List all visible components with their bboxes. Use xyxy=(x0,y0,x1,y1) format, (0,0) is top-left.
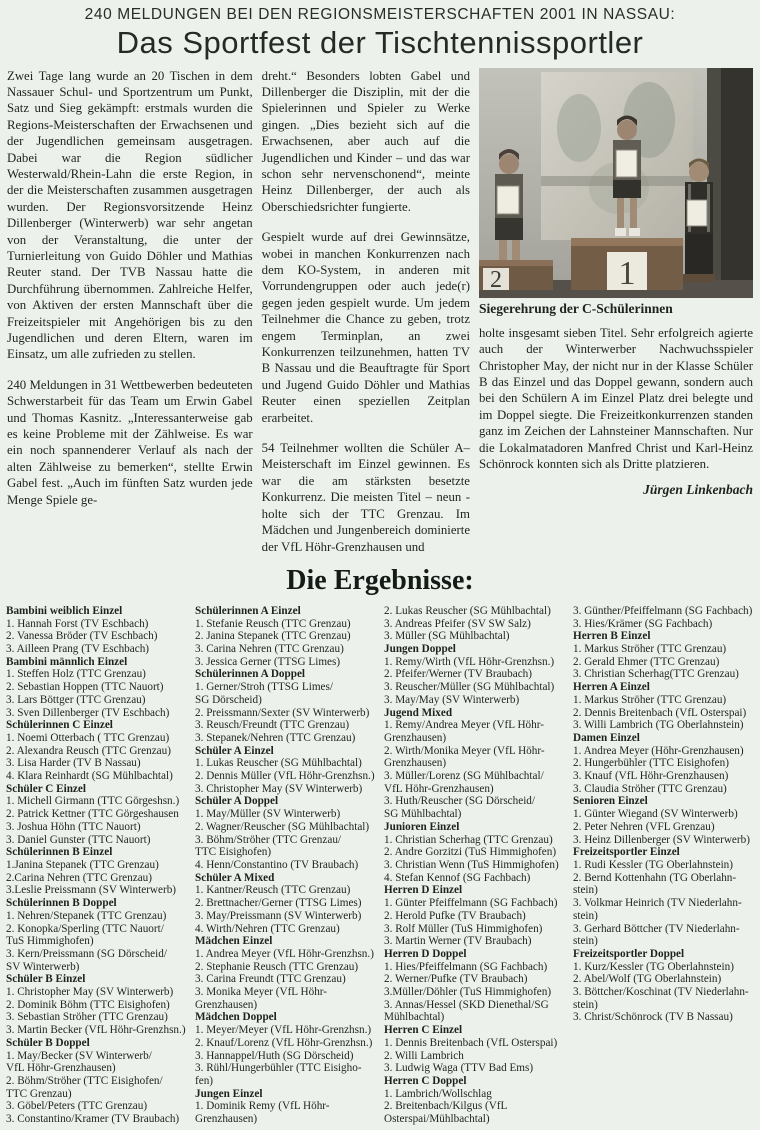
results-column-4 xyxy=(573,605,754,1024)
result-category-header: Schüler A Doppel xyxy=(195,795,279,808)
kicker-line: 240 MELDUNGEN BEI DEN REGIONSMEISTERSCHAFTEN 2001 IN NASSAU: xyxy=(84,6,676,23)
result-entry: 2. Bernd Kottenhahn (TG Oberlahn- xyxy=(573,871,737,884)
results-section xyxy=(4,605,756,1126)
result-entry: 1. Stefanie Reusch (TTC Grenzau) xyxy=(195,617,351,630)
result-entry: 2. Brettnacher/Gerner (TTSG Limes) xyxy=(195,897,362,910)
result-category-header: Herren C Doppel xyxy=(384,1074,467,1087)
result-entry: 3. Hannappel/Huth (SG Dörscheid) xyxy=(195,1049,354,1062)
result-entry: 2. Herold Pufke (TV Braubach) xyxy=(384,909,526,922)
result-entry: 1. Günter Wiegand (SV Winterwerb) xyxy=(573,808,738,821)
result-entry: 1. Hies/Pfeiffelmann (SG Fachbach) xyxy=(384,960,548,973)
result-entry: 3. Christian Scherhag(TTC Grenzau) xyxy=(573,668,739,681)
result-entry: 2. Abel/Wolf (TG Oberlahnstein) xyxy=(573,973,722,986)
result-category-header: Herren A Einzel xyxy=(573,681,650,694)
result-entry: TuS Himmighofen) xyxy=(6,935,94,948)
result-entry: 3. Müller/Lorenz (SG Mühlbachtal/ xyxy=(384,770,544,783)
result-entry: 1. May/Müller (SV Winterwerb) xyxy=(195,808,341,821)
result-entry: 1. Remy/Wirth (VfL Höhr-Grenzhsn.) xyxy=(384,655,555,668)
result-entry: 1. Dennis Breitenbach (VfL Osterspai) xyxy=(384,1036,558,1049)
result-entry: 1. Dominik Remy (VfL Höhr- xyxy=(195,1100,330,1113)
result-entry: 1. Andrea Meyer (VfL Höhr-Grenzhsn.) xyxy=(195,947,374,960)
result-entry: 3. Sven Dillenberger (TV Eschbach) xyxy=(6,706,170,719)
result-entry: 3. Annas/Hessel (SKD Dienethal/SG xyxy=(384,998,549,1011)
result-entry: 3. Volkmar Heinrich (TV Niederlahn- xyxy=(573,897,742,910)
result-entry: 1. Markus Ströher (TTC Grenzau) xyxy=(573,643,727,656)
photo-caption: Siegerehrung der C-Schülerinnen xyxy=(479,300,673,316)
article-column-3 xyxy=(479,68,753,499)
article-paragraph: Zwei Tage lang wurde an 20 Tischen in dem Nassauer Schul- und Sportzentrum um Punkt, Satz und Sieg gekämpft: erstmals wurden die Regions-Meisterschaften der Erwachsenen und der Jugendlichen gemeinsam ausgetragen. Dabei war die Region südlicher Westerwald/Rhein-Lahn die erste Region, in der die Meisterschaften zusammen ausgetragen wurden. Der Regionsvorsitzende Heinz Dillenberger (Winterwerb) war sehr angetan von der Veranstaltung, die unter der Turnierleitung von Guido Döhler und Mathias Reuter stand. Der TVB Nassau hatte die Durchführung übernommen. Zahlreiche Helfer, von Aktiven der ersten Mannschaft über die Freizeitspieler mit Angehörigen bis zu den Jugendlichen und deren Eltern, waren im Einsatz, um alle zufrieden zu stellen. xyxy=(7,68,253,362)
result-entry: 1. Kurz/Kessler (TG Oberlahnstein) xyxy=(573,960,734,973)
result-entry: stein) xyxy=(573,909,598,922)
result-category-header: Schülerinnen A Doppel xyxy=(195,668,306,681)
result-entry: stein) xyxy=(573,884,598,897)
result-entry: 2. Peter Nehren (VFL Grenzau) xyxy=(573,820,715,833)
article-paragraph: 240 Meldungen in 31 Wettbewerben bedeuteten Schwerstarbeit für das Team um Erwin Gabel und Thomas Kasnitz. „Interessanterweise gab es keine Probleme mit der Zählweise. Es war ein noch spannenderer Verlauf als nach der alten Zählweise zu bemerken“, stellte Erwin Gabel fest. „Auch im fünften Satz wurden jede Menge Spiele ge- xyxy=(7,377,253,507)
article-paragraph: holte insgesamt sieben Titel. Sehr erfolgreich agierte auch der Winterwerber Nachwuchsspieler Christopher May, der nicht nur in der Klasse Schüler B das Einzel und das Doppel gewann, sondern auch bei den Schülern A im Einzel Platz drei belegte und im Doppel siegte. Die Freizeitkonkurrenzen standen ganz im Zeichen der Lahnsteiner Mannschaften. Nur die Lokalmatadoren Manfred Christ und Karl-Heinz Schönrock konnten sich als Dritte platzieren. xyxy=(479,325,753,471)
result-category-header: Schüler A Mixed xyxy=(195,871,275,884)
result-entry: 3. Lisa Harder (TV B Nassau) xyxy=(6,757,141,770)
result-entry: 2. Vanessa Bröder (TV Eschbach) xyxy=(6,630,158,643)
result-entry: stein) xyxy=(573,935,598,948)
results-column-2 xyxy=(195,605,376,1126)
result-entry: 2. Dennis Müller (VfL Höhr-Grenzhsn.) xyxy=(195,770,375,783)
result-entry: 2. Lukas Reuscher (SG Mühlbachtal) xyxy=(384,604,551,617)
result-entry: 4. Stefan Kennof (SG Fachbach) xyxy=(384,871,531,884)
article-column-1 xyxy=(7,68,253,509)
result-entry: 1. Michell Girmann (TTC Görgeshsn.) xyxy=(6,795,180,808)
result-entry: fen) xyxy=(195,1074,214,1087)
result-entry: 3. Hies/Krämer (SG Fachbach) xyxy=(573,617,713,630)
result-category-header: Jugend Mixed xyxy=(384,706,453,719)
result-entry: 2. Dennis Breitenbach (VfL Osterspai) xyxy=(573,706,747,719)
article-paragraph: Gespielt wurde auf drei Gewinnsätze, wobei in manchen Konkurrenzen nach dem KO-System, in anderen mit Vorrundengruppen oder auch jede(r) gegen jeden gespielt wurde. Um jedem Teilnehmer die Chance zu geben, trotz engem Terminplan, an zwei Konkurrenzen teilzunehmen, hatten TV B Nassau und die Beauftragte für Sport und Jugend Guido Döhler und Mathias Reuter einen speziellen Zeitplan erarbeitet. xyxy=(261,230,470,425)
result-entry: 1. Günter Pfeiffelmann (SG Fachbach) xyxy=(384,897,558,910)
result-category-header: Herren D Doppel xyxy=(384,947,467,960)
result-entry: 2. Dominik Böhm (TTC Eisighofen) xyxy=(6,998,170,1011)
result-category-header: Herren B Einzel xyxy=(573,630,651,643)
results-column-3 xyxy=(384,605,565,1126)
result-entry: 2. Wirth/Monika Meyer (VfL Höhr- xyxy=(384,744,545,757)
result-entry: 3. Ludwig Waga (TTV Bad Ems) xyxy=(384,1062,534,1075)
result-category-header: Schüler C Einzel xyxy=(6,782,86,795)
result-entry: 2. Hungerbühler (TTC Eisighofen) xyxy=(573,757,729,770)
result-entry: TTC Eisighofen) xyxy=(195,846,272,859)
result-entry: 2. Preissmann/Sexter (SV Winterwerb) xyxy=(195,706,370,719)
result-entry: 4. Wirth/Nehren (TTC Grenzau) xyxy=(195,922,340,935)
result-entry: 1. Kantner/Reusch (TTC Grenzau) xyxy=(195,884,351,897)
result-entry: 3. Christ/Schönrock (TV B Nassau) xyxy=(573,1011,733,1024)
result-entry: stein) xyxy=(573,998,598,1011)
result-entry: 2. Werner/Pufke (TV Braubach) xyxy=(384,973,528,986)
page-title: Das Sportfest der Tischtennissportler xyxy=(116,25,644,60)
result-entry: 3. Sebastian Ströher (TTC Grenzau) xyxy=(6,1011,168,1024)
result-entry: 2. Pfeifer/Werner (TV Braubach) xyxy=(384,668,532,681)
result-entry: 2. Alexandra Reusch (TTC Grenzau) xyxy=(6,744,171,757)
result-entry: 2. Patrick Kettner (TTC Görgeshausen xyxy=(6,808,179,821)
result-category-header: Mädchen Einzel xyxy=(195,935,273,948)
result-entry: 3. Rühl/Hungerbühler (TTC Eisigho- xyxy=(195,1062,362,1075)
result-entry: 3. Göbel/Peters (TTC Grenzau) xyxy=(6,1100,148,1113)
result-category-header: Bambini weiblich Einzel xyxy=(6,604,123,617)
result-category-header: Schüler A Einzel xyxy=(195,744,274,757)
result-entry: 1. Christopher May (SV Winterwerb) xyxy=(6,986,174,999)
result-entry: SG Mühlbachtal) xyxy=(384,808,462,821)
result-entry: 3. Carina Freundt (TTC Grenzau) xyxy=(195,973,346,986)
result-entry: 1. Christian Scherhag (TTC Grenzau) xyxy=(384,833,553,846)
article-column-3-text xyxy=(479,325,753,473)
result-entry: 1. Markus Ströher (TTC Grenzau) xyxy=(573,693,727,706)
result-entry: 2. Böhm/Ströher (TTC Eisighofen/ xyxy=(6,1074,163,1087)
result-entry: Grenzhausen) xyxy=(384,731,447,744)
result-entry: 3. Reuscher/Müller (SG Mühlbachtal) xyxy=(384,681,555,694)
result-entry: 1.Janina Stepanek (TTC Grenzau) xyxy=(6,858,159,871)
result-entry: Grenzhausen) xyxy=(195,1113,258,1126)
result-category-header: Herren C Einzel xyxy=(384,1024,463,1037)
result-entry: 1. Noemi Otterbach ( TTC Grenzau) xyxy=(6,731,170,744)
result-category-header: Jungen Doppel xyxy=(384,643,456,656)
result-entry: 3. Monika Meyer (VfL Höhr- xyxy=(195,986,328,999)
result-category-header: Schüler B Doppel xyxy=(6,1036,90,1049)
result-entry: 3. Joshua Höhn (TTC Nauort) xyxy=(6,820,141,833)
podium-photo-illustration xyxy=(479,68,753,298)
result-category-header: Schülerinnen A Einzel xyxy=(195,604,301,617)
result-entry: 1. Andrea Meyer (Höhr-Grenzhausen) xyxy=(573,744,744,757)
result-category-header: Mädchen Doppel xyxy=(195,1011,277,1024)
result-entry: Mühlbachtal) xyxy=(384,1011,445,1024)
result-entry: SG Dörscheid) xyxy=(195,693,262,706)
result-entry: 2. Andre Gorzitzi (TuS Himmighofen) xyxy=(384,846,557,859)
result-entry: 3. Böhm/Ströher (TTC Grenzau/ xyxy=(195,833,342,846)
result-category-header: Schülerinnen C Einzel xyxy=(6,719,113,732)
result-entry: 1. Lukas Reuscher (SG Mühlbachtal) xyxy=(195,757,362,770)
result-entry: 3. May/Preissmann (SV Winterwerb) xyxy=(195,909,362,922)
result-entry: 1. Remy/Andrea Meyer (VfL Höhr- xyxy=(384,719,544,732)
award-ceremony-photo xyxy=(479,68,753,298)
result-entry: 3. Kern/Preissmann (SG Dörscheid/ xyxy=(6,947,167,960)
article-paragraph: 54 Teilnehmer wollten die Schüler A–Meisterschaft im Einzel gewinnen. Es war die am stärksten besetzte Konkurrenz. Die meisten Titel – neun - holte sich der TTC Grenzau. Im Mädchen und Jungenbereich dominierte der VfL Höhr-Grenzhausen und xyxy=(261,441,470,554)
svg-text:2: 2 xyxy=(490,266,502,293)
result-entry: 3. Rolf Müller (TuS Himmighofen) xyxy=(384,922,543,935)
result-entry: 3. Stepanek/Nehren (TTC Grenzau) xyxy=(195,731,356,744)
article-body xyxy=(4,64,756,555)
result-entry: 1. Lambrich/Wollschlag xyxy=(384,1087,492,1100)
result-entry: SV Winterwerb) xyxy=(6,960,80,973)
result-entry: 2. Wagner/Reuscher (SG Mühlbachtal) xyxy=(195,820,370,833)
result-category-header: Schüler B Einzel xyxy=(6,973,86,986)
result-entry: 1. Gerner/Stroh (TTSG Limes/ xyxy=(195,681,333,694)
result-entry: 2. Breitenbach/Kilgus (VfL xyxy=(384,1100,508,1113)
result-entry: 1. Meyer/Meyer (VfL Höhr-Grenzhsn.) xyxy=(195,1024,372,1037)
result-entry: 3. Lars Böttger (TTC Grenzau) xyxy=(6,693,146,706)
result-entry: 1. Rudi Kessler (TG Oberlahnstein) xyxy=(573,858,734,871)
result-entry: VfL Höhr-Grenzhausen) xyxy=(384,782,494,795)
result-entry: 3. Daniel Gunster (TTC Nauort) xyxy=(6,833,151,846)
result-entry: 3.Müller/Döhler (TuS Himmighofen) xyxy=(384,986,552,999)
result-category-header: Herren D Einzel xyxy=(384,884,463,897)
result-entry: 2. Knauf/Lorenz (VfL Höhr-Grenzhsn.) xyxy=(195,1036,373,1049)
results-column-1 xyxy=(6,605,187,1126)
result-entry: Osterspai/Mühlbachtal) xyxy=(384,1113,490,1126)
result-entry: 2. Konopka/Sperling (TTC Nauort/ xyxy=(6,922,164,935)
result-entry: 3. Claudia Ströher (TTC Grenzau) xyxy=(573,782,727,795)
result-entry: 3. Böttcher/Koschinat (TV Niederlahn- xyxy=(573,986,749,999)
result-entry: 3. Müller (SG Mühlbachtal) xyxy=(384,630,510,643)
result-entry: 1. Nehren/Stepanek (TTC Grenzau) xyxy=(6,909,167,922)
result-entry: 3. Jessica Gerner (TTSG Limes) xyxy=(195,655,341,668)
article-paragraph: dreht.“ Besonders lobten Gabel und Dillenberger die Disziplin, mit der die Spielerinnen und Spieler zu Werke gingen. „Dies bezieht sich auf die Erwachsenen, aber auch auf die Jugendlichen und Kinder – und das war schon sehr nervenschonend“, meinte Heinz Dillenberger, der auch als Oberschiedsrichter fungierte. xyxy=(261,68,470,214)
result-entry: 3. Willi Lambrich (TG Oberlahnstein) xyxy=(573,719,744,732)
result-entry: 2. Willi Lambrich xyxy=(384,1049,464,1062)
result-entry: 3. Christopher May (SV Winterwerb) xyxy=(195,782,363,795)
result-entry: 3.Leslie Preissmann (SV Winterwerb) xyxy=(6,884,177,897)
result-entry: VfL Höhr-Grenzhausen) xyxy=(6,1062,116,1075)
result-entry: TTC Grenzau) xyxy=(6,1087,72,1100)
result-entry: 4. Klara Reinhardt (SG Mühlbachtal) xyxy=(6,770,173,783)
result-entry: 3. Ailleen Prang (TV Eschbach) xyxy=(6,643,150,656)
author-byline: Jürgen Linkenbach xyxy=(643,482,753,498)
masthead xyxy=(4,6,756,60)
result-entry: 3. Christian Wenn (TuS Himmighofen) xyxy=(384,858,559,871)
result-entry: 3. Carina Nehren (TTC Grenzau) xyxy=(195,643,344,656)
result-category-header: Freizeitsportler Einzel xyxy=(573,846,680,859)
result-entry: 1. Steffen Holz (TTC Grenzau) xyxy=(6,668,146,681)
photo-block xyxy=(479,68,753,317)
result-category-header: Jungen Einzel xyxy=(195,1087,263,1100)
result-entry: 1. May/Becker (SV Winterwerb/ xyxy=(6,1049,152,1062)
result-entry: 3. Günther/Pfeiffelmann (SG Fachbach) xyxy=(573,604,753,617)
result-entry: 1. Hannah Forst (TV Eschbach) xyxy=(6,617,149,630)
article-column-2 xyxy=(262,68,470,555)
result-entry: 3. Andreas Pfeifer (SV SW Salz) xyxy=(384,617,531,630)
result-entry: 3. Knauf (VfL Höhr-Grenzhausen) xyxy=(573,770,729,783)
result-category-header: Junioren Einzel xyxy=(384,820,460,833)
result-category-header: Freizeitsportler Doppel xyxy=(573,947,685,960)
result-entry: 2.Carina Nehren (TTC Grenzau) xyxy=(6,871,152,884)
result-entry: 3. Reusch/Freundt (TTC Grenzau) xyxy=(195,719,350,732)
result-entry: 4. Henn/Constantino (TV Braubach) xyxy=(195,858,359,871)
svg-text:1: 1 xyxy=(618,254,636,292)
result-category-header: Bambini männlich Einzel xyxy=(6,655,128,668)
result-entry: 3. Huth/Reuscher (SG Dörscheid/ xyxy=(384,795,536,808)
result-entry: 3. May/May (SV Winterwerb) xyxy=(384,693,520,706)
result-category-header: Schülerinnen B Doppel xyxy=(6,897,117,910)
result-category-header: Damen Einzel xyxy=(573,731,640,744)
results-heading: Die Ergebnisse: xyxy=(286,564,474,596)
result-entry: 2. Sebastian Hoppen (TTC Nauort) xyxy=(6,681,164,694)
result-entry: 2. Gerald Ehmer (TTC Grenzau) xyxy=(573,655,720,668)
result-category-header: Schülerinnen B Einzel xyxy=(6,846,113,859)
result-entry: 2. Stephanie Reusch (TTC Grenzau) xyxy=(195,960,359,973)
result-entry: 3. Gerhard Böttcher (TV Niederlahn- xyxy=(573,922,740,935)
result-entry: Grenzhausen) xyxy=(195,998,258,1011)
result-entry: Grenzhausen) xyxy=(384,757,447,770)
result-entry: 2. Janina Stepanek (TTC Grenzau) xyxy=(195,630,351,643)
result-entry: 3. Constantino/Kramer (TV Braubach) xyxy=(6,1113,180,1126)
result-entry: 3. Martin Becker (VfL Höhr-Grenzhsn.) xyxy=(6,1024,186,1037)
result-entry: 3. Martin Werner (TV Braubach) xyxy=(384,935,532,948)
result-category-header: Senioren Einzel xyxy=(573,795,648,808)
result-entry: 3. Heinz Dillenberger (SV Winterwerb) xyxy=(573,833,750,846)
